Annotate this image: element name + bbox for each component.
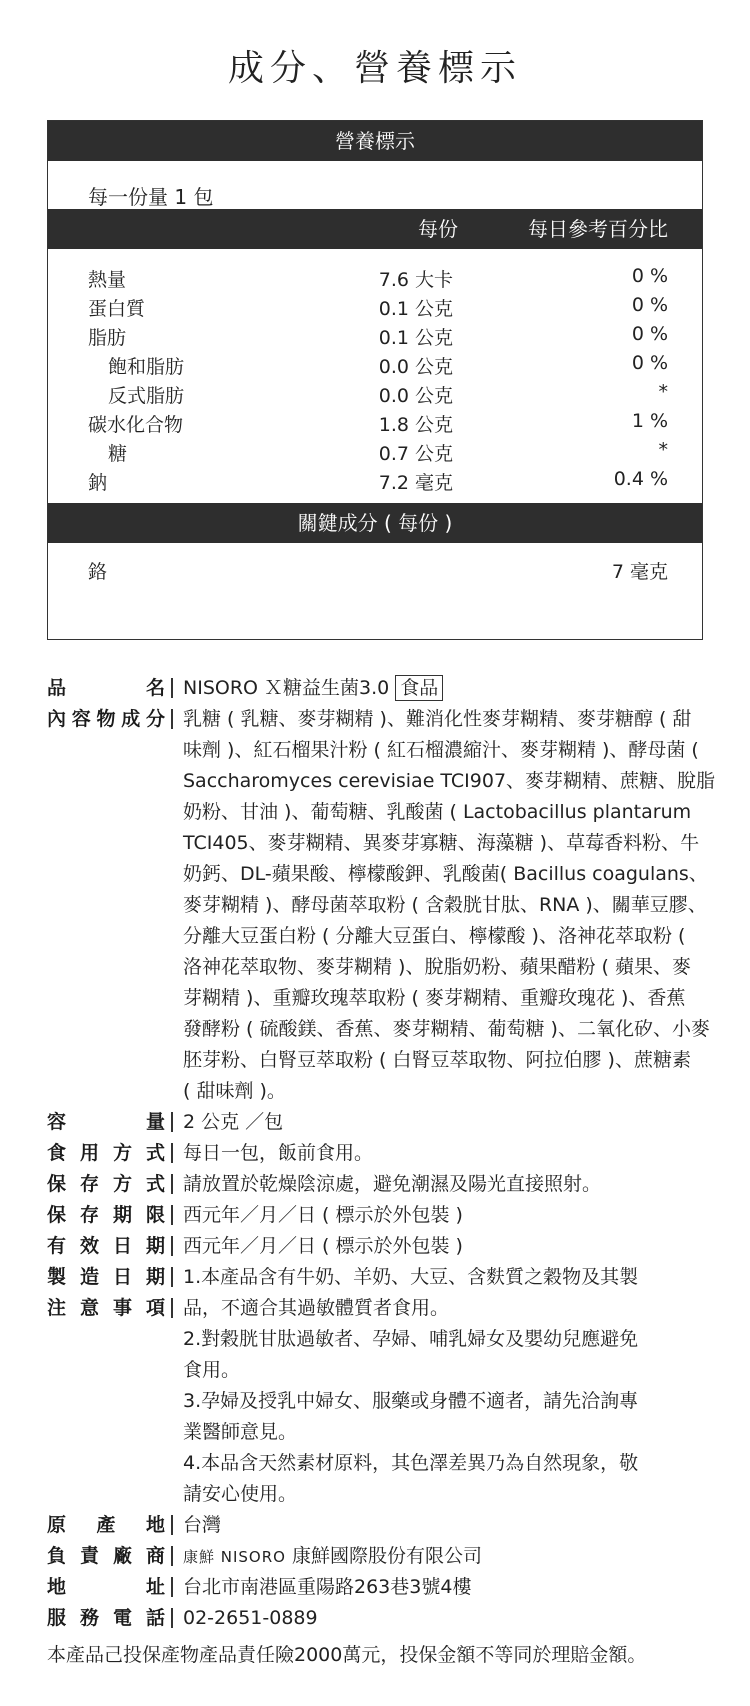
text-line: 奶鈣、DL-蘋果酸、檸檬酸鉀、乳酸菌( Bacillus coagulans、 [183, 863, 708, 885]
nutrient-name: 飽和脂肪 [108, 356, 185, 378]
nutrient-row [48, 439, 702, 470]
nutrient-value: 0.7 公克 [378, 443, 453, 465]
nutrient-daily-pct: * [658, 381, 668, 403]
nutrient-row [48, 294, 702, 325]
address-value: 台北市南港區重陽路263巷3號4樓 [183, 1576, 472, 1598]
ingredients-value [183, 704, 716, 1107]
storage-value: 請放置於乾燥陰涼處，避免潮濕及陽光直接照射。 [183, 1173, 602, 1195]
manufacture-label: 製 造 日 期 [47, 1266, 165, 1288]
key-ingredient-header: 關鍵成分 ( 每份 ) [48, 503, 702, 543]
nutrient-daily-pct: 0 % [631, 352, 668, 374]
separator [171, 1267, 173, 1287]
separator [171, 678, 173, 698]
separator [171, 1546, 173, 1566]
separator [171, 1236, 173, 1256]
page-title: 成分、營養標示 [227, 48, 522, 89]
nutrient-name: 碳水化合物 [88, 414, 184, 436]
nutrient-daily-pct: 0 % [631, 294, 668, 316]
nutrient-name: 糖 [108, 443, 128, 465]
origin-value: 台灣 [183, 1514, 222, 1536]
nutrient-row [48, 352, 702, 383]
manufacturer-value: 康鮮國際股份有限公司 [292, 1545, 483, 1567]
expiry-value: 西元年／月／日 ( 標示於外包裝 ) [183, 1235, 463, 1257]
text-line: TCI405、麥芽糊精、異麥芽寡糖、海藻糖 )、草莓香料粉、牛 [183, 832, 700, 854]
text-line: 4.本品含天然素材原料，其色澤差異乃為自然現象，敬 [183, 1452, 639, 1474]
nutrient-daily-pct: * [658, 439, 668, 461]
text-line: 食用。 [183, 1359, 241, 1381]
key-ingredient-value: 7 毫克 [611, 561, 668, 583]
text-line: 胚芽粉、白腎豆萃取粉 ( 白腎豆萃取物、阿拉伯膠 )、蔗糖素 [183, 1049, 691, 1071]
text-line: 請安心使用。 [183, 1483, 298, 1505]
nutrient-value: 0.0 公克 [378, 356, 453, 378]
nutrient-daily-pct: 0.4 % [613, 468, 668, 490]
volume-value: 2 公克 ／包 [183, 1111, 284, 1133]
key-ingredient-name: 鉻 [88, 561, 108, 583]
separator [171, 1174, 173, 1194]
insurance-note: 本產品己投保產物產品責任險2000萬元，投保金額不等同於理賠金額。 [47, 1644, 647, 1666]
separator [171, 1298, 173, 1318]
text-line: 麥芽糊精 )、酵母菌萃取粉 ( 含穀胱甘肽、RNA )、關華豆膠、 [183, 894, 707, 916]
nutrient-daily-pct: 0 % [631, 323, 668, 345]
storage-label: 保 存 方 式 [47, 1173, 165, 1195]
nutrient-name: 脂肪 [88, 327, 127, 349]
nutrient-daily-pct: 0 % [631, 265, 668, 287]
serving-size: 每一份量 1 包 [88, 185, 214, 209]
separator [171, 709, 173, 729]
brand-logo: 康鮮 NISORO [183, 1548, 286, 1566]
text-line: 品，不適合其過敏體質者食用。 [183, 1297, 450, 1319]
nutrient-name: 蛋白質 [88, 298, 146, 320]
separator [171, 1577, 173, 1597]
text-line: 1.本產品含有牛奶、羊奶、大豆、含麩質之穀物及其製 [183, 1266, 639, 1288]
nutrient-row [48, 323, 702, 354]
nutrient-name: 反式脂肪 [108, 385, 185, 407]
ingredients-label: 內 容 物 成 分 [47, 708, 165, 730]
nutrient-row [48, 381, 702, 412]
text-line: Saccharomyces cerevisiae TCI907、麥芽糊精、蔗糖、脫脂 [183, 770, 716, 792]
notes-label: 注 意 事 項 [47, 1297, 165, 1319]
expiry-label: 有 效 日 期 [47, 1235, 165, 1257]
origin-label: 原 產 地 [47, 1514, 165, 1536]
text-line: 3.孕婦及授乳中婦女、服藥或身體不適者，請先洽詢專 [183, 1390, 639, 1412]
text-line: 洛神花萃取物、麥芽糊精 )、脫脂奶粉、蘋果醋粉 ( 蘋果、麥 [183, 956, 691, 978]
nutrient-value: 0.1 公克 [378, 327, 453, 349]
manufacturer-label: 負 責 廠 商 [47, 1545, 165, 1567]
nutrient-value: 1.8 公克 [378, 414, 453, 436]
food-tag: 食品 [395, 675, 443, 701]
product-name-value: NISORO Ｘ糖益生菌3.0 [183, 677, 390, 699]
volume-label: 容 量 [47, 1111, 165, 1133]
text-line: 分離大豆蛋白粉 ( 分離大豆蛋白、檸檬酸 )、洛神花萃取粉 ( [183, 925, 686, 947]
nutrient-name: 熱量 [88, 269, 127, 291]
usage-label: 食 用 方 式 [47, 1142, 165, 1164]
nutrient-name: 鈉 [88, 472, 108, 494]
text-line: 業醫師意見。 [183, 1421, 298, 1443]
text-line: 芽糊精 )、重瓣玫瑰萃取粉 ( 麥芽糊精、重瓣玫瑰花 )、香蕉 [183, 987, 686, 1009]
text-line: 乳糖 ( 乳糖、麥芽糊精 )、難消化性麥芽糊精、麥芽糖醇 ( 甜 [183, 708, 692, 730]
nutrition-table [47, 120, 703, 640]
notes-value [183, 1262, 703, 1510]
text-line: ( 甜味劑 )。 [183, 1080, 286, 1102]
nutrient-value: 7.2 毫克 [378, 472, 453, 494]
separator [171, 1143, 173, 1163]
shelf-life-label: 保 存 期 限 [47, 1204, 165, 1226]
col-per-serving: 每份 [418, 217, 458, 241]
nutrient-daily-pct: 1 % [631, 410, 668, 432]
separator [171, 1205, 173, 1225]
nutrient-row [48, 410, 702, 441]
nutrient-row [48, 468, 702, 499]
text-line: 奶粉、甘油 )、葡萄糖、乳酸菌 ( Lactobacillus plantarum [183, 801, 692, 823]
text-line: 味劑 )、紅石榴果汁粉 ( 紅石榴濃縮汁、麥芽糊精 )、酵母菌 ( [183, 739, 699, 761]
nutrient-value: 7.6 大卡 [378, 269, 453, 291]
nutrition-header: 營養標示 [48, 121, 702, 161]
text-line: 2.對穀胱甘肽過敏者、孕婦、哺乳婦女及嬰幼兒應避免 [183, 1328, 639, 1350]
phone-value: 02-2651-0889 [183, 1607, 318, 1629]
column-header-bar [48, 209, 702, 249]
nutrient-value: 0.0 公克 [378, 385, 453, 407]
separator [171, 1112, 173, 1132]
phone-label: 服 務 電 話 [47, 1607, 165, 1629]
separator [171, 1515, 173, 1535]
product-name-label: 品 名 [47, 677, 165, 699]
usage-value: 每日一包，飯前食用。 [183, 1142, 374, 1164]
separator [171, 1608, 173, 1628]
shelf-life-value: 西元年／月／日 ( 標示於外包裝 ) [183, 1204, 463, 1226]
text-line: 發酵粉 ( 硫酸鎂、香蕉、麥芽糊精、葡萄糖 )、二氧化矽、小麥 [183, 1018, 710, 1040]
address-label: 地 址 [47, 1576, 165, 1598]
nutrient-value: 0.1 公克 [378, 298, 453, 320]
nutrient-row [48, 265, 702, 296]
col-daily-pct: 每日參考百分比 [528, 217, 668, 241]
